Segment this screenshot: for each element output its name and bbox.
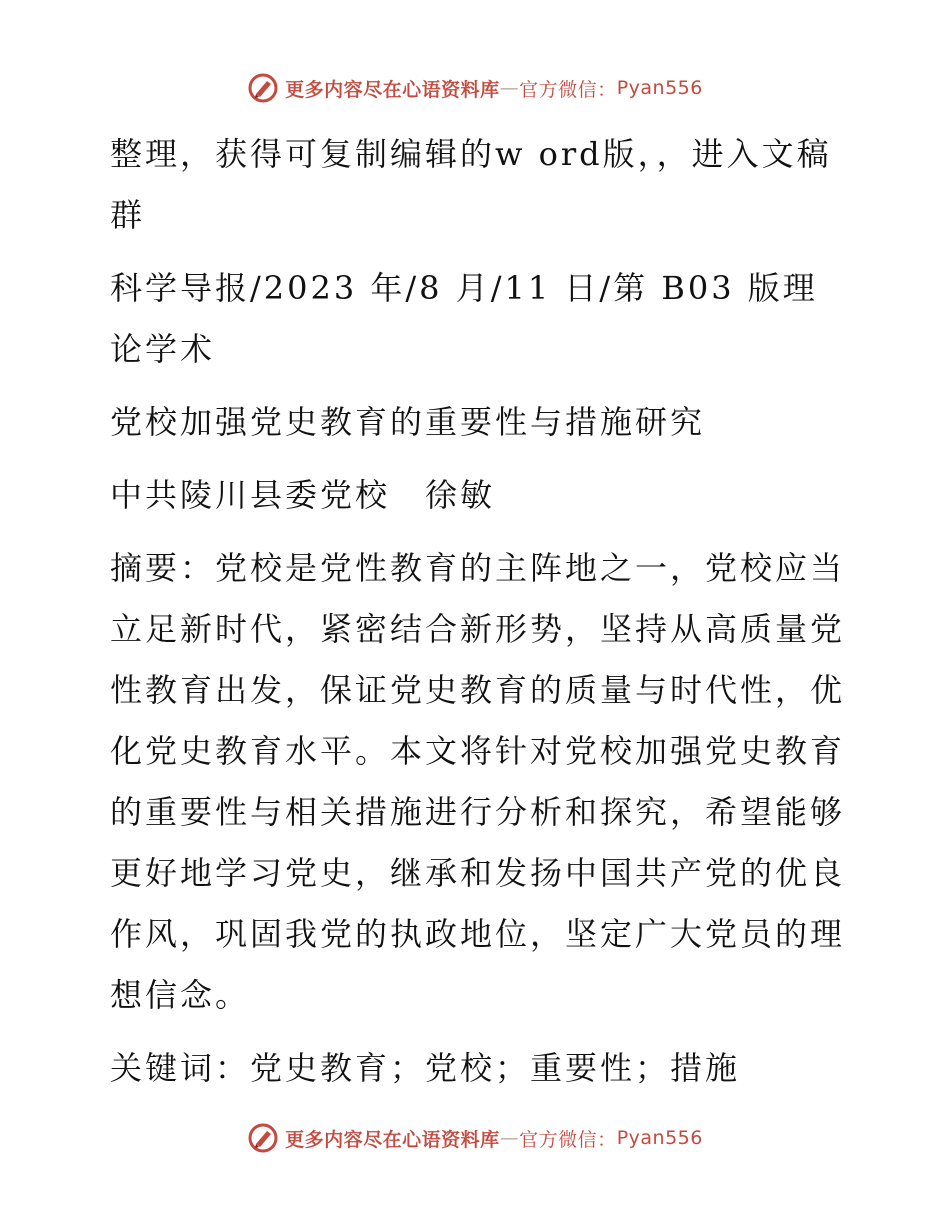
watermark-dash: —: [499, 1127, 520, 1149]
keywords-line: 关键词：党史教育；党校；重要性；措施: [110, 1049, 741, 1087]
source-line: 科学导报/2023 年/8 月/11 日/第 B03 版理论学术: [110, 269, 818, 368]
watermark-wechat-label: 官方微信：: [519, 1128, 617, 1151]
watermark-brand: 更多内容尽在心语资料库: [285, 1128, 500, 1151]
document-body: [98, 124, 850, 1111]
author-line: 中共陵川县委党校 徐敏: [110, 476, 496, 514]
watermark-text: [285, 1125, 703, 1152]
abstract-paragraph: 摘要：党校是党性教育的主阵地之一，党校应当立足新时代，紧密结合新形势，坚持从高质量党性教育出发，保证党史教育的质量与时代性，优化党史教育水平。本文将针对党校加强党史教育的重要性与相关措施进行分析和探究，希望能够更好地学习党史，继承和发扬中国共产党的优良作风，巩固我党的执政地位，坚定广大党员的理想信念。: [110, 549, 846, 1014]
intro-paragraph: 整理，获得可复制编辑的w ord版，，进入文稿群: [110, 135, 832, 234]
watermark-dash: —: [499, 77, 520, 99]
header-watermark: [0, 72, 950, 104]
pen-seal-icon: [247, 72, 279, 104]
watermark-wechat-label: 官方微信：: [519, 78, 617, 101]
footer-watermark: [0, 1122, 950, 1154]
watermark-wechat-id: Pyan556: [616, 1127, 703, 1149]
watermark-wechat-id: Pyan556: [616, 77, 703, 99]
watermark-brand: 更多内容尽在心语资料库: [285, 78, 500, 101]
watermark-text: [285, 75, 703, 102]
article-title: 党校加强党史教育的重要性与措施研究: [110, 403, 706, 441]
pen-seal-icon: [247, 1122, 279, 1154]
